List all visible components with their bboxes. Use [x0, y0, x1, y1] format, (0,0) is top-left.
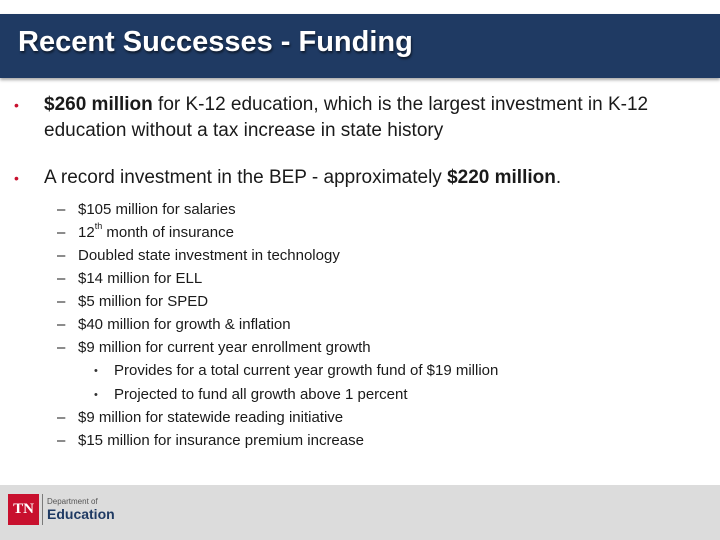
- bullet-icon: •: [94, 389, 98, 401]
- dash-icon: –: [57, 224, 66, 241]
- bullet-2: [14, 165, 704, 191]
- bullet-icon: •: [94, 365, 98, 377]
- sub-item: [57, 292, 208, 312]
- bullet-1: [14, 92, 704, 144]
- sub-item-sup: th: [94, 221, 103, 231]
- sub-item-text: $40 million for growth & inflation: [78, 316, 291, 333]
- sub-item: [57, 200, 236, 220]
- sub-item: [57, 223, 234, 243]
- sub-sub-item-text: Provides for a total current year growth fund of $19 million: [114, 362, 499, 379]
- sub-item-text: $9 million for statewide reading initiative: [78, 409, 344, 426]
- dash-icon: –: [57, 270, 66, 287]
- logo-dept-text: Department of: [47, 497, 98, 506]
- sub-item-text: $15 million for insurance premium increase: [78, 432, 364, 449]
- sub-item: [57, 315, 291, 335]
- sub-item: [57, 246, 340, 266]
- sub-sub-item-text: Projected to fund all growth above 1 percent: [114, 386, 408, 403]
- sub-item: [57, 408, 343, 428]
- logo-divider: [42, 494, 43, 525]
- bullet-2-bold: $220 million: [447, 167, 556, 188]
- sub-item-text: $9 million for current year enrollment growth: [78, 339, 371, 356]
- sub-item: [57, 338, 371, 358]
- dash-icon: –: [57, 293, 66, 310]
- title-bar: [0, 14, 720, 78]
- bullet-icon: •: [14, 97, 19, 113]
- bullet-1-body: for K-12 education, which is the largest investment in K-12 education without a tax increase in state history: [44, 94, 649, 141]
- sub-item-text: $5 million for SPED: [78, 293, 209, 310]
- dash-icon: –: [57, 409, 66, 426]
- bullet-icon: •: [14, 170, 19, 186]
- logo-name-text: Education: [47, 506, 115, 522]
- sub-sub-item: [94, 361, 499, 381]
- dash-icon: –: [57, 339, 66, 356]
- sub-item-text: Doubled state investment in technology: [78, 247, 340, 264]
- bullet-1-text: [44, 92, 704, 144]
- sub-item-text: $14 million for ELL: [78, 270, 203, 287]
- dash-icon: –: [57, 316, 66, 333]
- bullet-2-body: A record investment in the BEP - approximately: [44, 167, 448, 188]
- slide-title: Recent Successes - Funding: [18, 26, 413, 58]
- bullet-1-bold: $260 million: [44, 94, 153, 115]
- dash-icon: –: [57, 247, 66, 264]
- sub-item: [57, 269, 202, 289]
- sub-sub-item: [94, 385, 408, 405]
- sub-item: [57, 431, 364, 451]
- dash-icon: –: [57, 432, 66, 449]
- bullet-2-tail: .: [555, 167, 562, 188]
- dash-icon: –: [57, 201, 66, 218]
- tn-logo: TN: [8, 494, 39, 525]
- sub-item-text: $105 million for salaries: [78, 201, 236, 218]
- sub-item-text-post: month of insurance: [102, 224, 234, 241]
- footer: [0, 485, 720, 540]
- sub-item-text-pre: 12: [78, 224, 95, 241]
- bullet-2-text: [44, 165, 704, 191]
